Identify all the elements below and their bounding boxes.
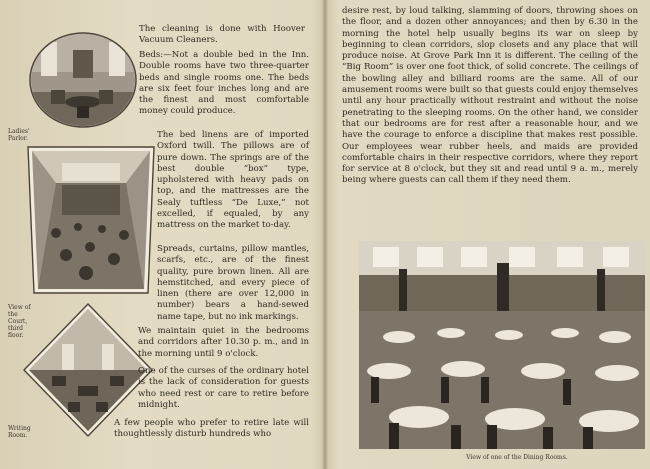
ladies-parlor-photo xyxy=(29,32,137,128)
writing-room-caption: Writing Room. xyxy=(8,425,31,439)
paragraph-spreads: Spreads, curtains, pillow mantles, scarfs, etc., are of the finest quality, pure brown linen. All are hemstitched, and every piece of linen (there are over 12,000 in number) bears a hand-sewed name tape, but no ink markings. xyxy=(157,244,309,322)
right-page xyxy=(326,0,650,469)
paragraph-beds: Beds:—Not a double bed in the Inn. Double rooms have two three-quarter beds and single rooms one. The beds are six feet four inches long and are the finest and most comfortable money could produce. xyxy=(139,50,309,117)
paragraph-continued: desire rest, by loud talking, slamming of doors, throwing shoes on the floor, and a dozen other annoyances; and then by 6.30 in the morning the hotel help usually begins its war on sleep by beginning to clean corridors, slop closets and any place that will produce noise. At Grove Park Inn it is different. The ceiling of the “Big Room” is over one foot thick, of solid concrete. The ceilings of the bowling alley and billiard rooms are the same. All of our amusement rooms were built so that guests could enjoy themselves until any hour practically without restraint and without the noise penetrating to the sleeping rooms. On the other hand, we consider that our bedrooms are for rest after a reasonable hour, and we have the courage to enforce a discipline that makes rest possible. Our employees wear rubber heels, and maids are provided comfortable chairs in their respective corridors, where they report for service at 8 o'clock, but they sit and read until 9 a. m., merely being where guests can call them if they need them. xyxy=(342,6,638,186)
dining-room-photo xyxy=(359,241,645,449)
court-view-caption: View of the Court, third floor. xyxy=(8,304,31,339)
dining-room-caption: View of one of the Dining Rooms. xyxy=(466,454,568,461)
paragraph-curses: One of the curses of the ordinary hotel is the lack of consideration for guests who need rest or care to retire before midnight. xyxy=(138,366,309,410)
paragraph-cleaning: The cleaning is done with Hoover Vacuum Cleaners. xyxy=(139,24,305,46)
paragraph-bed-linens: The bed linens are of imported Oxford twill. The pillows are of pure down. The springs are of the best double “box” type, upholstered with heavy pads on top, and the mattresses are the Sealy tuftless “De Luxe,” not excelled, if equaled, by any mattress on the market to-day. xyxy=(157,130,309,231)
ladies-parlor-caption: Ladies' Parlor. xyxy=(8,128,30,142)
left-page xyxy=(0,0,324,469)
paragraph-retire-late: A few people who prefer to retire late will thoughtlessly disturb hundreds who xyxy=(114,418,309,440)
court-view-photo xyxy=(26,143,156,299)
paragraph-quiet-hours: We maintain quiet in the bedrooms and corridors after 10.30 p. m., and in the morning until 9 o'clock. xyxy=(138,326,309,359)
